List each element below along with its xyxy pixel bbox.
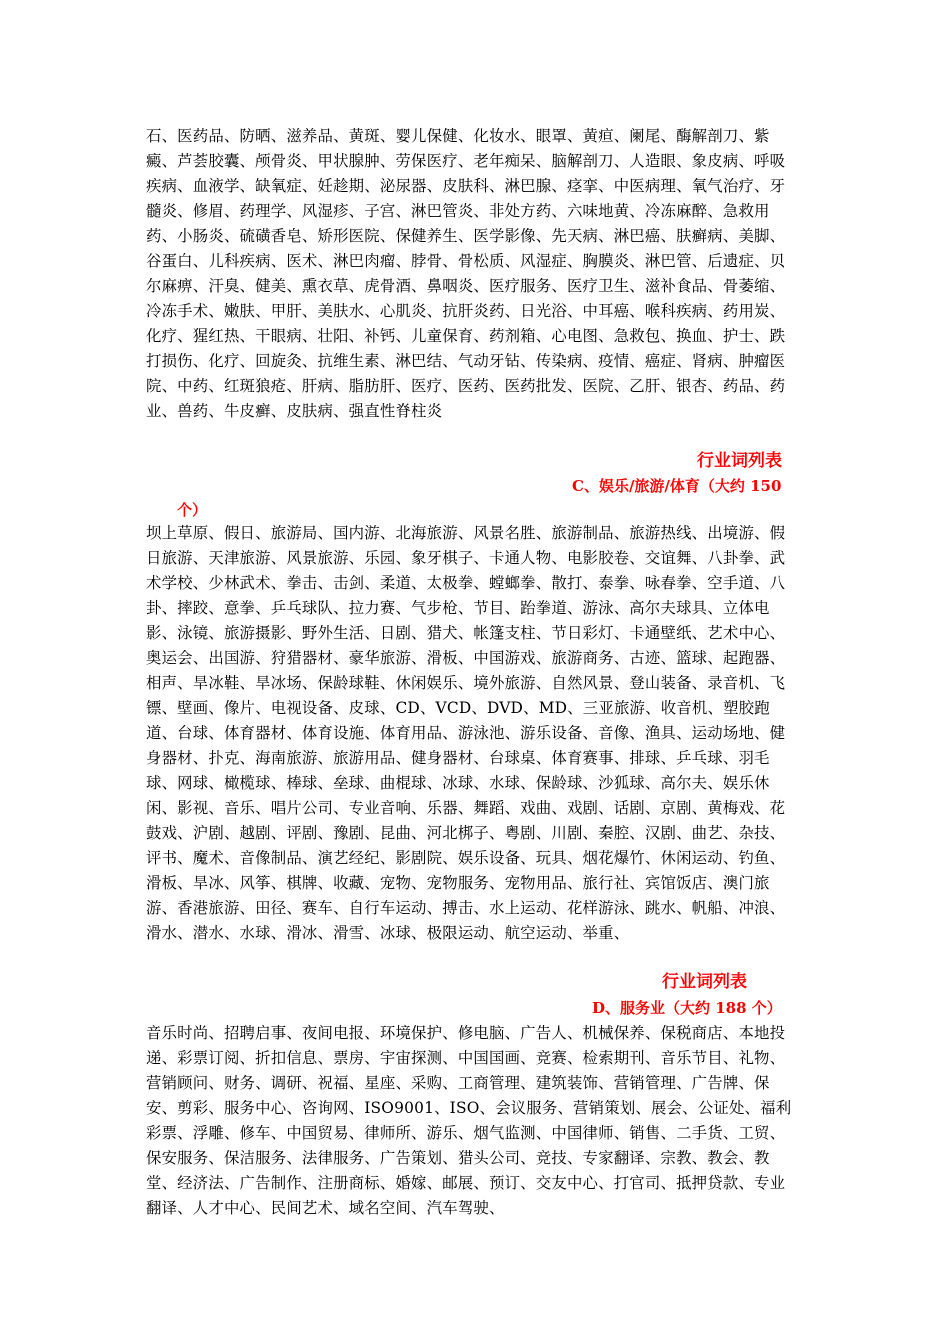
services-keywords-paragraph: 音乐时尚、招聘启事、夜间电报、环境保护、修电脑、广告人、机械保养、保税商店、本地投递、彩票订阅、折扣信息、票房、宇宙探测、中国国画、竞赛、检索期刊、音乐节目、礼物、营销顾问、财务、调研、祝福、星座、采购、工商管理、建筑装饰、营销管理、广告牌、保安、剪彩、服务中心、咨询网、ISO9001、ISO、会议服务、营销策划、展会、公证处、福利彩票、浮雕、修车、中国贸易、律师所、游乐、烟气监测、中国律师、销售、二手货、工贸、保安服务、保洁服务、法律服务、广告策划、猎头公司、竞技、专家翻译、宗教、教会、教堂、经济法、广告制作、注册商标、婚嫁、邮展、预订、交友中心、打官司、抵押贷款、专业翻译、人才中心、民间艺术、域名空间、汽车驾驶、 bbox=[146, 1024, 792, 1217]
section-c-subheading: C、娱乐/旅游/体育（大约 150 bbox=[572, 477, 782, 495]
section-c-subheading-continuation: 个） bbox=[177, 501, 208, 519]
medical-keywords-paragraph: 石、医药品、防晒、滋养品、黄斑、婴儿保健、化妆水、眼罩、黄疸、阑尾、酶解剖刀、紫癜、芦荟胶囊、颅骨炎、甲状腺肿、劳保医疗、老年痴呆、脑解剖刀、人造眼、象皮病、呼吸疾病、血液学、缺氧症、妊趁期、泌尿器、皮肤科、淋巴腺、痉挛、中医病理、氧气治疗、牙髓炎、修眉、药理学、风湿疹、子宫、淋巴管炎、非处方药、六味地黄、冷冻麻醉、急救用药、小肠炎、硫磺香皂、矫形医院、保健养生、医学影像、先天病、淋巴癌、肤癣病、美脚、谷蛋白、儿科疾病、医术、淋巴肉瘤、脖骨、骨松质、风湿症、胸膜炎、淋巴管、后遗症、贝尔麻痹、汗臭、健美、熏衣草、虎骨酒、鼻咽炎、医疗服务、医疗卫生、滋补食品、骨萎缩、冷冻手术、嫩肤、甲肝、美肤水、心肌炎、抗肝炎药、日光浴、中耳癌、喉科疾病、药用炭、化疗、猩红热、干眼病、壮阳、补钙、儿童保育、药剂箱、心电图、急救包、换血、护士、跌打损伤、化疗、回旋灸、抗维生素、淋巴结、气动牙钻、传染病、疫情、癌症、肾病、肿瘤医院、中药、红斑狼疮、肝病、脂肪肝、医疗、医药、医药批发、医院、乙肝、银杏、药品、药业、兽药、牛皮癣、皮肤病、强直性脊柱炎 bbox=[146, 127, 786, 420]
section-d-heading: 行业词列表 bbox=[662, 972, 747, 992]
section-d-subheading: D、服务业（大约 188 个） bbox=[592, 999, 782, 1017]
entertainment-keywords-paragraph: 坝上草原、假日、旅游局、国内游、北海旅游、风景名胜、旅游制品、旅游热线、出境游、假日旅游、天津旅游、风景旅游、乐园、象牙棋子、卡通人物、电影胶卷、交谊舞、八卦拳、武术学校、少林武术、拳击、击剑、柔道、太极拳、螳螂拳、散打、泰拳、咏春拳、空手道、八卦、摔跤、意拳、乒乓球队、拉力赛、气步枪、节目、跆拳道、游泳、高尔夫球具、立体电影、泳镜、旅游摄影、野外生活、日剧、猎犬、帐篷支柱、节日彩灯、卡通壁纸、艺术中心、奥运会、出国游、狩猎器材、豪华旅游、滑板、中国游戏、旅游商务、古迹、篮球、起跑器、相声、旱冰鞋、旱冰场、保龄球鞋、休闲娱乐、境外旅游、自然风景、登山装备、录音机、飞镖、壁画、像片、电视设备、皮球、CD、VCD、DVD、MD、三亚旅游、收音机、塑胶跑道、台球、体育器材、体育设施、体育用品、游泳池、游乐设备、音像、渔具、运动场地、健身器材、扑克、海南旅游、旅游用品、健身器材、台球桌、体育赛事、排球、乒乓球、羽毛球、网球、橄榄球、棒球、垒球、曲棍球、冰球、水球、保龄球、沙狐球、高尔夫、娱乐休闲、影视、音乐、唱片公司、专业音响、乐器、舞蹈、戏曲、戏剧、话剧、京剧、黄梅戏、花鼓戏、沪剧、越剧、评剧、豫剧、昆曲、河北梆子、粤剧、川剧、秦腔、汉剧、曲艺、杂技、评书、魔术、音像制品、演艺经纪、影剧院、娱乐设备、玩具、烟花爆竹、休闲运动、钓鱼、滑板、旱冰、风筝、棋牌、收藏、宠物、宠物服务、宠物用品、旅行社、宾馆饭店、澳门旅游、香港旅游、田径、赛车、自行车运动、搏击、水上运动、花样游泳、跳水、帆船、冲浪、滑水、潜水、水球、滑冰、滑雪、冰球、极限运动、航空运动、举重、 bbox=[146, 524, 786, 942]
section-c-heading: 行业词列表 bbox=[697, 451, 782, 471]
